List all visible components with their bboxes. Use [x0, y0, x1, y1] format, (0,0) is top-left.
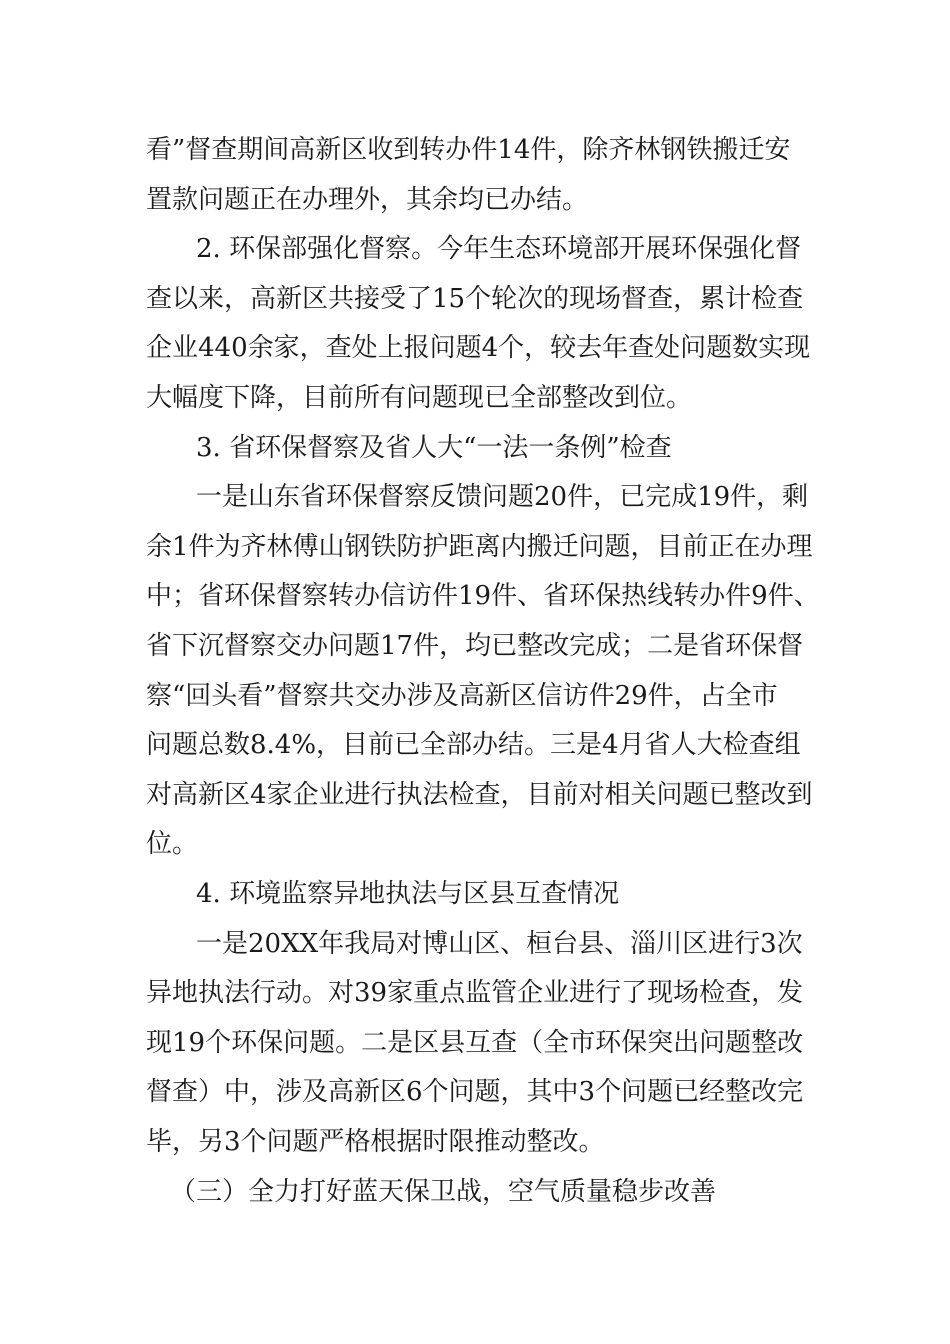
text-line: 查以来，高新区共接受了15个轮次的现场督查，累计检查 — [146, 284, 804, 314]
text-line: 置款问题正在办理外，其余均已办结。 — [146, 185, 589, 215]
text-line: 位。 — [146, 829, 199, 859]
text-line: 察“回头看”督察共交办涉及高新区信访件29件，占全市 — [146, 681, 778, 711]
text-line: 对高新区4家企业进行执法检查，目前对相关问题已整改到 — [146, 780, 813, 810]
text-line: 毕，另3个问题严格根据时限推动整改。 — [146, 1127, 605, 1157]
paragraph-heading: 2. 环保部强化督察。今年生态环境部开展环保强化督 — [196, 234, 802, 264]
text-line: 问题总数8.4%，目前已全部办结。三是4月省人大检查组 — [146, 730, 801, 760]
text-line: 督查）中，涉及高新区6个问题，其中3个问题已经整改完 — [146, 1077, 804, 1107]
text-line: 企业440余家，查处上报问题4个，较去年查处问题数实现 — [146, 333, 811, 363]
text-line: 看”督查期间高新区收到转办件14件，除齐林钢铁搬迁安 — [146, 135, 791, 165]
text-line: 异地执法行动。对39家重点监管企业进行了现场检查，发 — [146, 978, 804, 1008]
text-line: 一是20XX年我局对博山区、桓台县、淄川区进行3次 — [196, 929, 803, 959]
section-heading: 3. 省环保督察及省人大“一法一条例”检查 — [196, 433, 672, 463]
text-line: 余1件为齐林傅山钢铁防护距离内搬迁问题，目前正在办理 — [146, 532, 813, 562]
text-line: 省下沉督察交办问题17件，均已整改完成；二是省环保督 — [146, 631, 804, 661]
section-heading: （三）全力打好蓝天保卫战，空气质量稳步改善 — [170, 1177, 717, 1207]
text-line: 中；省环保督察转办信访件19件、省环保热线转办件9件、 — [146, 581, 820, 611]
text-line: 一是山东省环保督察反馈问题20件，已完成19件，剩 — [196, 482, 809, 512]
text-line: 现19个环保问题。二是区县互查（全市环保突出问题整改 — [146, 1028, 804, 1058]
section-heading: 4. 环境监察异地执法与区县互查情况 — [196, 879, 620, 909]
text-line: 大幅度下降，目前所有问题现已全部整改到位。 — [146, 383, 693, 413]
